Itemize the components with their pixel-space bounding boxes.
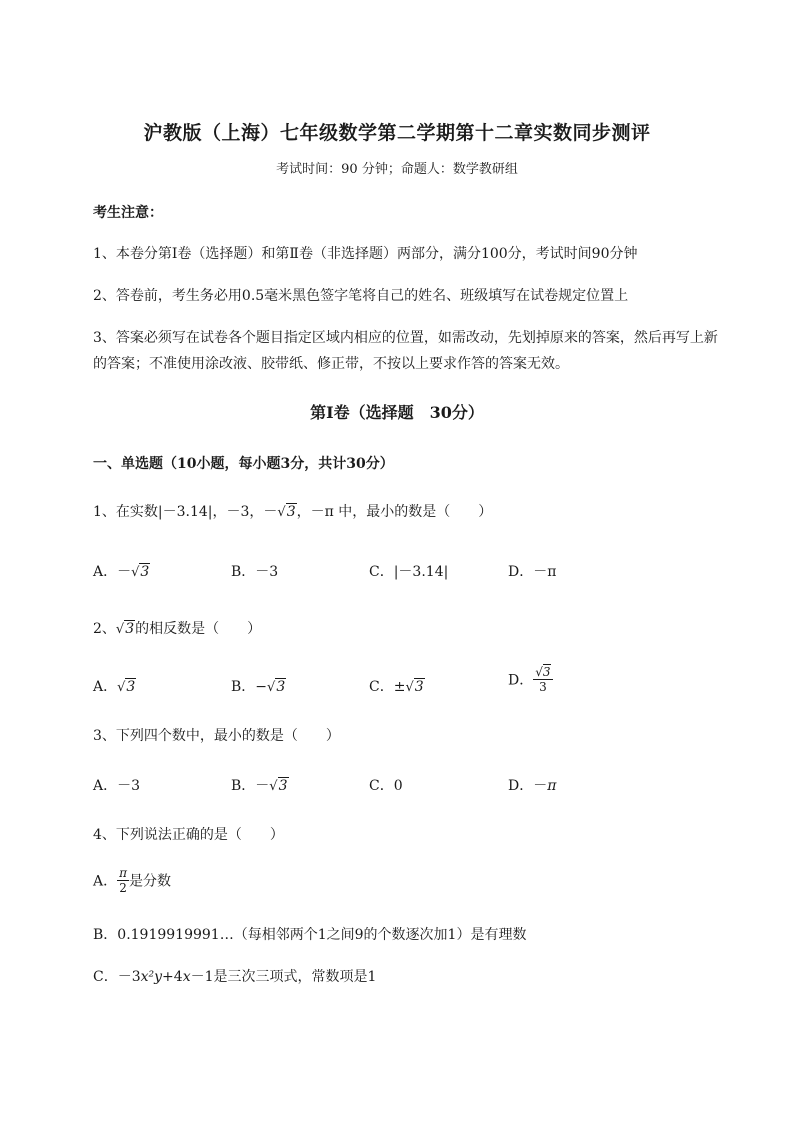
q3-option-b[interactable]: B．－√3 — [231, 778, 288, 794]
q1-option-a[interactable]: A．－√3 — [93, 564, 150, 580]
notice-item-3: 3、答案必须写在试卷各个题目指定区域内相应的位置，如需改动，先划掉原来的答案，然后再写上新 — [93, 330, 718, 346]
q3-option-d[interactable]: D．－π — [508, 778, 557, 794]
q1-option-b[interactable]: B．－3 — [231, 564, 279, 580]
question-1-stem: 1、在实数|－3.14|，－3，－√3，－π 中，最小的数是（ ） — [93, 504, 493, 520]
question-4-stem: 4、下列说法正确的是（ ） — [93, 827, 284, 843]
q2-option-d[interactable]: D． $\frac{√3}{3}$ — [508, 665, 551, 694]
q3-option-c[interactable]: C．0 — [369, 778, 403, 794]
q2-option-c[interactable]: C．±√3 — [369, 679, 424, 695]
q4-option-a[interactable]: A． $\frac{\pi}{2}$ 是分数 — [93, 866, 172, 895]
part-heading: 一、单选题（10小题，每小题3分，共计30分） — [93, 456, 394, 472]
q4-option-c[interactable]: C．－3x²y+4x－1是三次三项式，常数项是1 — [93, 969, 377, 985]
q3-option-a[interactable]: A．－3 — [93, 778, 141, 794]
section-title: 第I卷（选择题 30分） — [310, 403, 484, 422]
question-3-stem: 3、下列四个数中，最小的数是（ ） — [93, 728, 340, 744]
page-title: 沪教版（上海）七年级数学第二学期第十二章实数同步测评 — [143, 122, 651, 144]
notice-heading: 考生注意： — [93, 205, 163, 221]
q4-option-b[interactable]: B．0.1919919991…（每相邻两个1之间9的个数逐次加1）是有理数 — [93, 927, 527, 943]
sqrt-symbol: √3 — [277, 504, 296, 520]
exam-info: 考试时间：90 分钟；命题人：数学教研组 — [276, 162, 518, 177]
q2-option-b[interactable]: B．−√3 — [231, 679, 286, 695]
q1-option-d[interactable]: D．－π — [508, 564, 557, 580]
question-2-stem: 2、√3的相反数是（ ） — [93, 621, 262, 637]
notice-item-2: 2、答卷前，考生务必用0.5毫米黑色签字笔将自己的姓名、班级填写在试卷规定位置上 — [93, 288, 629, 304]
notice-item-1: 1、本卷分第I卷（选择题）和第Ⅱ卷（非选择题）两部分，满分100分，考试时间90分钟 — [93, 246, 638, 262]
q1-option-c[interactable]: C．|－3.14| — [369, 564, 449, 580]
q2-option-a[interactable]: A．√3 — [93, 679, 136, 695]
notice-item-3-cont: 的答案；不准使用涂改液、胶带纸、修正带，不按以上要求作答的答案无效。 — [93, 356, 569, 372]
